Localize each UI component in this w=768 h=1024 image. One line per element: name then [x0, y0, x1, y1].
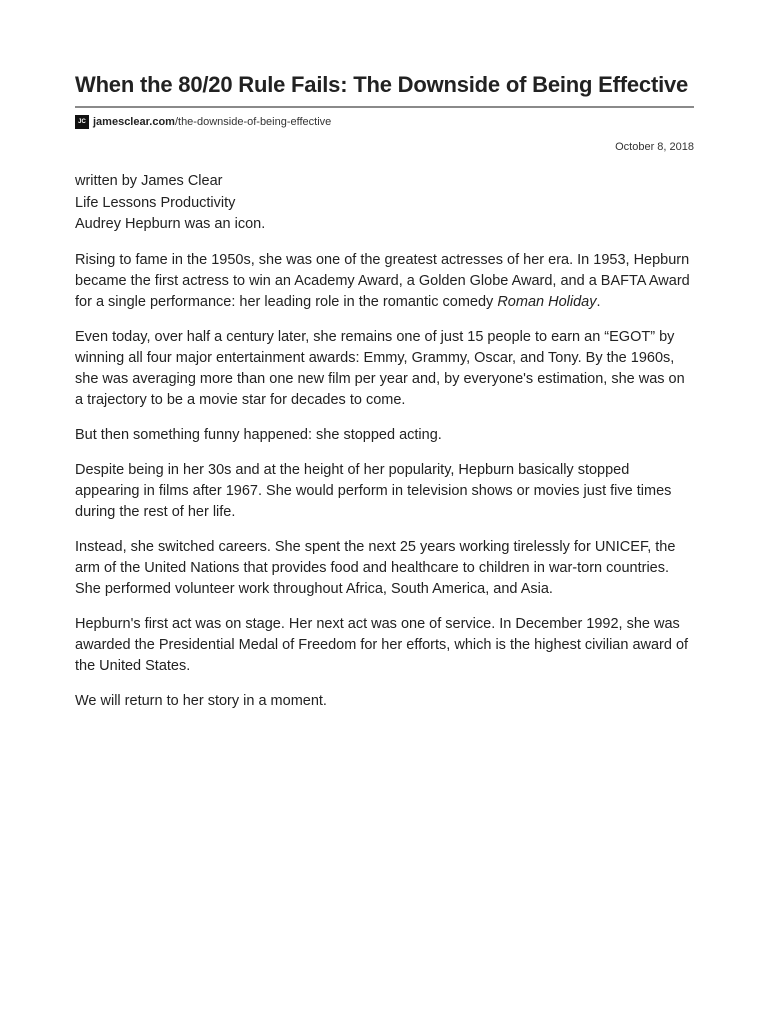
- intro-line: Audrey Hepburn was an icon.: [75, 216, 266, 232]
- author-line: written by James Clear: [75, 173, 223, 189]
- source-link[interactable]: [93, 116, 331, 128]
- paragraph-2: Even today, over half a century later, she remains one of just 15 people to earn an “EGOT” by winning all four major entertainment awards: Emmy, Grammy, Oscar, and Tony. By the 1960s, she was averaging more than one new film per year and, by everyone's estimation, she was on a trajectory to be a movie star for decades to come.: [75, 328, 685, 408]
- source-domain: jamesclear.com: [93, 116, 175, 128]
- source-line: [75, 114, 694, 130]
- paragraph-3: But then something funny happened: she stopped acting.: [75, 426, 442, 443]
- article-page: [75, 0, 694, 712]
- source-path: /the-downside-of-being-effective: [174, 116, 332, 128]
- paragraph-1-end: .: [596, 293, 601, 310]
- publish-date: October 8, 2018: [615, 141, 694, 153]
- paragraph-6: Hepburn's first act was on stage. Her next act was one of service. In December 1992, she was awarded the Presidential Medal of Freedom for her efforts, which is the highest civilian award of the United States.: [75, 615, 689, 674]
- article-meta: [75, 171, 694, 236]
- paragraph-1-text: Rising to fame in the 1950s, she was one of the greatest actresses of her era. In 1953, Hepburn became the first actress to win an Academy Award, a Golden Globe Award, and a BAFTA Award for a single performance: her leading role in the romantic comedy: [75, 251, 690, 310]
- paragraph-1: [75, 250, 694, 313]
- paragraph-5: Instead, she switched careers. She spent the next 25 years working tirelessly for UNICEF, the arm of the United Nations that provides food and healthcare to children in war-torn countries. She performed volunteer work throughout Africa, South America, and Asia.: [75, 538, 676, 597]
- film-title: Roman Holiday: [497, 293, 597, 310]
- category-line: Life Lessons Productivity: [75, 194, 236, 211]
- title-divider: [75, 106, 694, 108]
- paragraph-7: We will return to her story in a moment.: [75, 692, 327, 709]
- article-title: When the 80/20 Rule Fails: The Downside of Being Effective: [75, 72, 689, 97]
- paragraph-4: Despite being in her 30s and at the height of her popularity, Hepburn basically stopped appearing in films after 1967. She would perform in television shows or movies just five times during the rest of her life.: [75, 461, 672, 520]
- site-logo-icon: JC: [75, 115, 89, 129]
